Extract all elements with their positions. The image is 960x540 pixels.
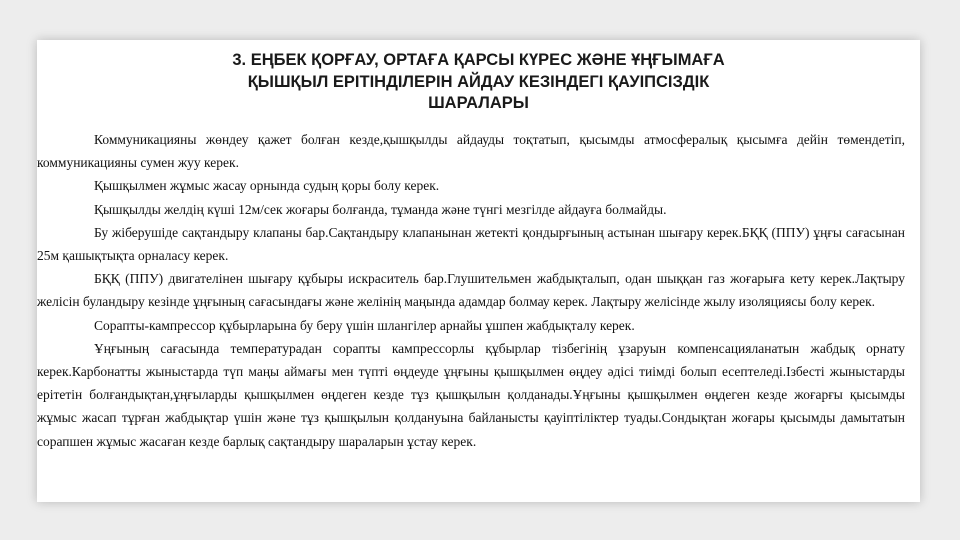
paragraph-water-supply: Қышқылмен жұмыс жасау орнында судың қоры болу керек. — [94, 178, 440, 194]
slide-title — [37, 50, 920, 115]
title-line-1: 3. ЕҢБЕК ҚОРҒАУ, ОРТАҒА ҚАРСЫ КҮРЕС ЖӘНЕ ҰҢҒЫМАҒА — [232, 51, 725, 69]
paragraph-wellhead-equipment: Ұңғының сағасында температурадан сорапты кампрессорлы құбырлар тізбегінің ұзаруын компенсацияланатын жабдық орнату керек.Карбонатты жыныстарда түп маңы аймағы мен түпті өңдеуде ұңғыны қышқылмен өңдеу әдісі тиімді болып есептеледі.Ізбесті жыныстарды ерітетін болғандықтан,ұңғыларды қышқылмен өңдеген кезде тұз қышқылын қолданады.Ұңғыны қышқылмен өңдеген кезде жоғарғы қысымды жұмыс жасап тұрған жабдықтар үшін және тұз қышқылын қолдануына байланысты қауіптіліктер туады.Сондықтан жоғары қысымды дамытатын сорапшен жұмыс жасаған кезде барлық сақтандыру шараларын ұстау керек. — [37, 340, 905, 449]
paragraph-safety-valve: Бу жіберушіде сақтандыру клапаны бар.Сақтандыру клапанынан жетекті қондырғының астынан шығару керек.БҚҚ (ППУ) ұңғы сағасынан 25м қашықтықта орналасу керек. — [37, 224, 905, 264]
slide-body — [37, 128, 905, 453]
paragraph-communication-repair: Коммуникацияны жөндеу қажет болған кезде,қышқылды айдауды тоқтатып, қысымды атмосфералық қысымға дейін төмендетіп, коммуникацияны сумен жуу керек. — [37, 132, 905, 171]
title-line-2: ҚЫШҚЫЛ ЕРІТІНДІЛЕРІН АЙДАУ КЕЗІНДЕГІ ҚАУІПСІЗДІК — [247, 72, 710, 91]
paragraph-wind-limit: Қышқылды желдің күші 12м/сек жоғары болғанда, тұманда және түнгі мезгілде айдауға болмайды. — [94, 201, 667, 217]
paragraph-exhaust-pipe: БҚҚ (ППУ) двигателінен шығару құбыры искраситель бар.Глушительмен жабдықталып, одан шыққан газ жоғарыға кету керек.Лақтыру желісін буландыру кезінде ұңғының сағасындағы және желінің маңында адамдар болмау керек. Лақтыру желісінде жылу изоляциясы болу керек. — [37, 271, 905, 310]
content-card — [37, 40, 920, 502]
paragraph-steam-hoses: Сорапты-кампрессор құбырларына бу беру үшін шлангілер арнайы ұшпен жабдықталу керек. — [94, 317, 635, 333]
title-line-3: ШАРАЛАРЫ — [428, 94, 529, 112]
